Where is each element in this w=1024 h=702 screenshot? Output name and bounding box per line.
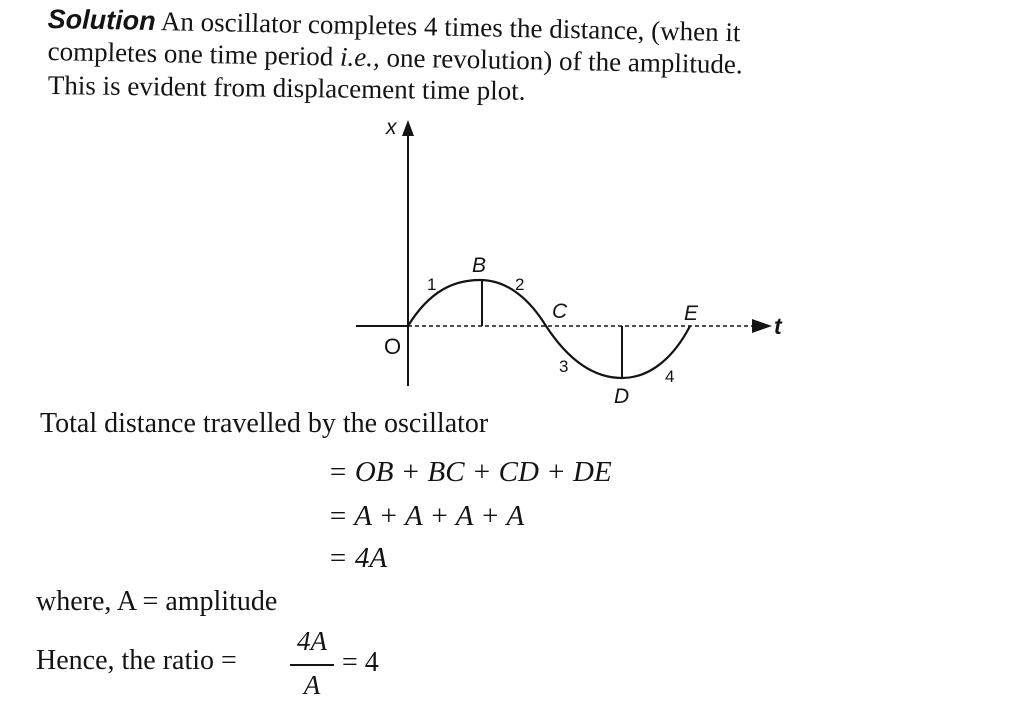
solution-text-2b: one revolution) of the amplitude.: [379, 42, 743, 80]
x-axis-arrow-icon: [752, 319, 772, 333]
segment-label-1: 1: [427, 275, 437, 294]
y-axis-arrow-icon: [402, 120, 414, 136]
ratio-denominator: A: [303, 670, 321, 700]
sine-curve: [408, 280, 690, 378]
calc-ratio-label: Hence, the ratio =: [36, 645, 237, 676]
solution-text-2a: completes one time period: [47, 36, 341, 72]
point-label-e: E: [684, 302, 699, 325]
point-label-c: C: [552, 300, 568, 323]
solution-text-3: This is evident from displacement time plot.: [47, 70, 526, 106]
calc-eq-2: = A + A + A + A: [328, 500, 525, 532]
origin-label: O: [384, 334, 402, 359]
segment-label-2: 2: [515, 275, 525, 294]
segment-label-3: 3: [559, 357, 569, 376]
solution-text-1: An oscillator completes 4 times the distance, (when it: [160, 6, 741, 48]
calc-where: where, A = amplitude: [36, 586, 278, 617]
segment-label-4: 4: [665, 367, 675, 386]
calc-eq-1: = OB + BC + CD + DE: [328, 456, 612, 488]
solution-heading: Solution: [47, 4, 156, 37]
fraction-bar: [290, 664, 334, 666]
y-axis-label: x: [386, 116, 397, 139]
point-label-b: B: [472, 254, 487, 277]
x-axis-label: t: [774, 313, 782, 339]
ratio-numerator: 4A: [297, 626, 327, 656]
point-label-d: D: [614, 385, 630, 408]
solution-text-ie: i.e.,: [339, 41, 381, 73]
calc-ratio-result: = 4: [342, 647, 379, 678]
calc-eq-3: = 4A: [328, 542, 388, 574]
calc-intro: Total distance travelled by the oscillator: [40, 408, 489, 439]
